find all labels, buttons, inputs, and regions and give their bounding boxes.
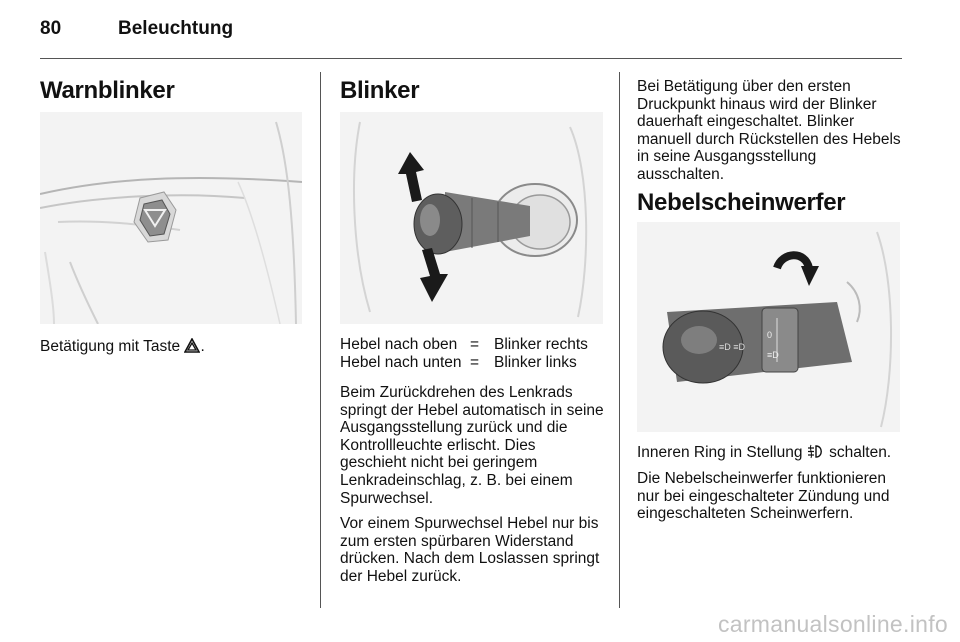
table-cell-result: Blinker links (494, 353, 577, 371)
nebel-caption (637, 444, 907, 462)
svg-text:≡D ≡D: ≡D ≡D (719, 342, 746, 352)
column-divider-1 (320, 72, 321, 608)
caption-end: schalten. (829, 444, 892, 461)
caption-text: Betätigung mit Taste (40, 338, 181, 355)
blinker-paragraph-2: Vor einem Spurwechsel Hebel nur bis zum ersten spürbaren Widerstand drücken. Nach dem Loslassen springt der Hebel zurück. (340, 515, 600, 585)
chapter-title: Beleuchtung (118, 18, 234, 39)
section-heading-blinker: Blinker (340, 77, 420, 104)
nebel-paragraph: Die Nebelscheinwerfer funktionieren nur bei eingeschalteter Zündung und eingeschalteten Scheinwerfern. (637, 470, 890, 523)
table-cell-action: Hebel nach unten (340, 353, 462, 371)
hazard-triangle-icon (184, 338, 200, 353)
header-rule (40, 58, 902, 59)
table-cell-result: Blinker rechts (494, 336, 588, 353)
svg-text:≡D: ≡D (767, 350, 779, 360)
column-divider-2 (619, 72, 620, 608)
table-cell-equals: = (470, 336, 480, 353)
page-number: 80 (40, 18, 62, 39)
fog-light-icon (807, 444, 825, 459)
blinker-continued-paragraph: Bei Betätigung über den ersten Druckpunkt hinaus wird der Blinker dauerhaft eingeschaltet. Blinker manuell durch Rückstellen des Hebels in seine Ausgangsstellung ausschalten. (637, 78, 901, 183)
section-heading-warnblinker: Warnblinker (40, 77, 175, 104)
hazard-switch-illustration (40, 112, 302, 324)
table-cell-action: Hebel nach oben (340, 336, 458, 353)
table-cell-equals: = (470, 353, 480, 371)
section-heading-nebelscheinwerfer: Nebelscheinwerfer (637, 189, 846, 216)
blinker-table (340, 336, 588, 371)
watermark: carmanualsonline.info (717, 611, 948, 637)
caption-period: . (200, 338, 205, 355)
svg-text:0: 0 (767, 330, 773, 340)
fog-light-switch-illustration (637, 222, 900, 432)
blinker-paragraph-1: Beim Zurückdrehen des Lenkrads springt der Hebel automatisch in seine Ausgangsstellung zurück und die Kontrollleuchte erlischt. Dies geschieht nicht bei geringem Lenkradeinschlag, z. B. bei einem Spurwechsel. (340, 384, 604, 507)
warnblinker-caption (40, 338, 310, 356)
table-row (340, 336, 588, 354)
turn-signal-lever-illustration (340, 112, 603, 324)
caption-text: Inneren Ring in Stellung (637, 444, 803, 461)
table-row (340, 354, 588, 372)
